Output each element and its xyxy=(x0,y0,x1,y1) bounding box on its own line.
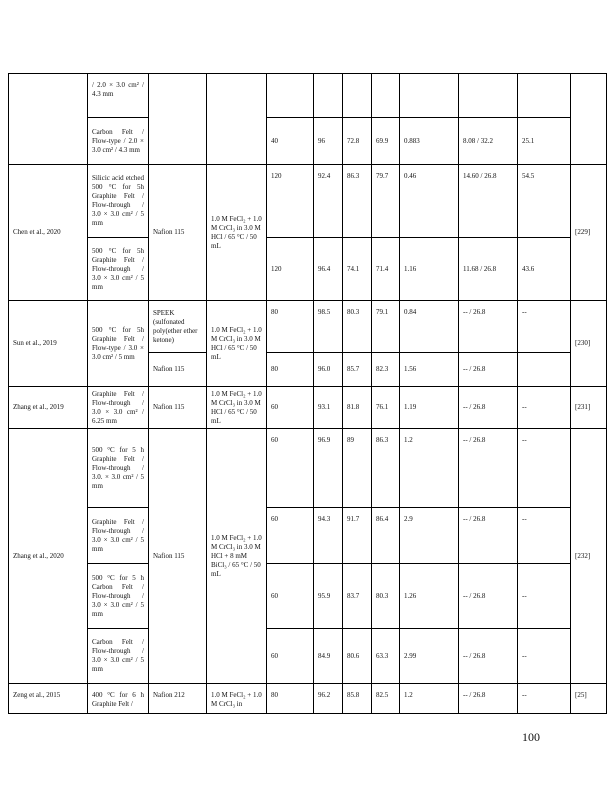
table-row xyxy=(9,629,607,684)
value-cell: 69.9 xyxy=(372,118,400,165)
electrode-cell: Graphite Felt / Flow-through / 3.0 × 3.0 cm² / 5 mm xyxy=(88,508,149,564)
table-row xyxy=(9,429,607,508)
value-cell: 96.0 xyxy=(314,353,343,387)
value-cell: -- xyxy=(518,429,571,508)
value-cell: 60 xyxy=(267,429,314,508)
electrolyte-cell: 1.0 M FeCl₂ + 1.0 M CrCl₃ in xyxy=(207,684,267,714)
membrane-cell: SPEEK (sulfonated poly(ether ether ketone) xyxy=(149,301,207,353)
value-cell: -- xyxy=(518,629,571,684)
value-cell xyxy=(343,74,372,118)
value-cell: 79.7 xyxy=(372,165,400,238)
author-cell: Chen et al., 2020 xyxy=(9,165,88,301)
table-row xyxy=(9,118,607,165)
electrode-cell: 400 °C for 6 h Graphite Felt / xyxy=(88,684,149,714)
table-row xyxy=(9,238,607,301)
electrode-cell: Graphite Felt / Flow-through / 3.0 × 3.0 cm² / 6.25 mm xyxy=(88,387,149,429)
ref-cell xyxy=(571,74,607,165)
value-cell xyxy=(314,74,343,118)
electrode-cell: Carbon Felt / Flow-type / 2.0 × 3.0 cm² / 4.3 mm xyxy=(88,118,149,165)
value-cell: 43.6 xyxy=(518,238,571,301)
value-cell: 84.9 xyxy=(314,629,343,684)
value-cell: 8.08 / 32.2 xyxy=(459,118,518,165)
electrolyte-cell: 1.0 M FeCl₂ + 1.0 M CrCl₃ in 3.0 M HCl + 8 mM BiCl₃ / 65 °C / 50 mL xyxy=(207,429,267,684)
membrane-cell xyxy=(149,74,207,165)
value-cell: 95.9 xyxy=(314,564,343,629)
value-cell xyxy=(518,74,571,118)
value-cell: 14.60 / 26.8 xyxy=(459,165,518,238)
table-row xyxy=(9,74,607,118)
value-cell: -- / 26.8 xyxy=(459,353,518,387)
table-row xyxy=(9,684,607,714)
value-cell: -- xyxy=(518,301,571,353)
electrode-cell: / 2.0 × 3.0 cm² / 4.3 mm xyxy=(88,74,149,118)
membrane-cell: Nafion 212 xyxy=(149,684,207,714)
value-cell: 11.68 / 26.8 xyxy=(459,238,518,301)
table-row xyxy=(9,301,607,353)
value-cell: -- xyxy=(518,387,571,429)
value-cell xyxy=(267,74,314,118)
value-cell: 60 xyxy=(267,387,314,429)
electrode-cell: 500 °C for 5 h Carbon Felt / Flow-through / 3.0 × 3.0 cm² / 5 mm xyxy=(88,564,149,629)
value-cell: 60 xyxy=(267,564,314,629)
value-cell: -- / 26.8 xyxy=(459,564,518,629)
value-cell: 1.26 xyxy=(400,564,459,629)
page-number: 100 xyxy=(522,730,540,744)
electrolyte-cell: 1.0 M FeCl₂ + 1.0 M CrCl₃ in 3.0 M HCl / 65 °C / 50 mL xyxy=(207,387,267,429)
value-cell: 92.4 xyxy=(314,165,343,238)
value-cell: 2.9 xyxy=(400,508,459,564)
value-cell: 1.56 xyxy=(400,353,459,387)
electrolyte-cell: 1.0 M FeCl₂ + 1.0 M CrCl₃ in 3.0 M HCl / 65 °C / 50 mL xyxy=(207,301,267,387)
value-cell: 1.16 xyxy=(400,238,459,301)
author-cell xyxy=(9,74,88,165)
value-cell: 94.3 xyxy=(314,508,343,564)
performance-table xyxy=(8,73,607,714)
table-row xyxy=(9,165,607,238)
electrode-cell: 500 °C for 5 h Graphite Felt / Flow-through / 3.0. × 3.0 cm² / 5 mm xyxy=(88,429,149,508)
value-cell: 80 xyxy=(267,301,314,353)
value-cell: -- / 26.8 xyxy=(459,429,518,508)
ref-cell: [230] xyxy=(571,301,607,387)
value-cell: 1.19 xyxy=(400,387,459,429)
membrane-cell: Nafion 115 xyxy=(149,165,207,301)
value-cell: -- / 26.8 xyxy=(459,684,518,714)
value-cell xyxy=(518,353,571,387)
value-cell: 82.3 xyxy=(372,353,400,387)
electrolyte-cell: 1.0 M FeCl₂ + 1.0 M CrCl₃ in 3.0 M HCl / 65 °C / 50 mL xyxy=(207,165,267,301)
value-cell: 96.9 xyxy=(314,429,343,508)
value-cell: 60 xyxy=(267,629,314,684)
value-cell: 0.84 xyxy=(400,301,459,353)
value-cell: 96.4 xyxy=(314,238,343,301)
value-cell: 83.7 xyxy=(343,564,372,629)
value-cell: 81.8 xyxy=(343,387,372,429)
value-cell: 93.1 xyxy=(314,387,343,429)
value-cell: 25.1 xyxy=(518,118,571,165)
value-cell: 0.46 xyxy=(400,165,459,238)
value-cell: 86.4 xyxy=(372,508,400,564)
value-cell: 86.3 xyxy=(372,429,400,508)
ref-cell: [231] xyxy=(571,387,607,429)
value-cell xyxy=(372,74,400,118)
value-cell: 1.2 xyxy=(400,429,459,508)
value-cell: 120 xyxy=(267,238,314,301)
value-cell: 89 xyxy=(343,429,372,508)
value-cell: 71.4 xyxy=(372,238,400,301)
value-cell xyxy=(400,74,459,118)
value-cell: 82.5 xyxy=(372,684,400,714)
value-cell: 40 xyxy=(267,118,314,165)
value-cell: 79.1 xyxy=(372,301,400,353)
author-cell: Zhang et al., 2020 xyxy=(9,429,88,684)
value-cell: 96.2 xyxy=(314,684,343,714)
value-cell: 80 xyxy=(267,684,314,714)
electrolyte-cell xyxy=(207,74,267,165)
value-cell: -- xyxy=(518,564,571,629)
electrode-cell: Silicic acid etched 500 °C for 5h Graphite Felt / Flow-through / 3.0 × 3.0 cm² / 5 mm xyxy=(88,165,149,238)
membrane-cell: Nafion 115 xyxy=(149,353,207,387)
value-cell: 80 xyxy=(267,353,314,387)
value-cell: 85.7 xyxy=(343,353,372,387)
value-cell xyxy=(459,74,518,118)
value-cell: 80.3 xyxy=(372,564,400,629)
author-cell: Zhang et al., 2019 xyxy=(9,387,88,429)
value-cell: 98.5 xyxy=(314,301,343,353)
value-cell: -- / 26.8 xyxy=(459,508,518,564)
author-cell: Zeng et al., 2015 xyxy=(9,684,88,714)
value-cell: 80.6 xyxy=(343,629,372,684)
value-cell: -- / 26.8 xyxy=(459,629,518,684)
value-cell: 2.99 xyxy=(400,629,459,684)
value-cell: -- xyxy=(518,508,571,564)
value-cell: 54.5 xyxy=(518,165,571,238)
value-cell: 91.7 xyxy=(343,508,372,564)
value-cell: 80.3 xyxy=(343,301,372,353)
value-cell: 60 xyxy=(267,508,314,564)
value-cell: -- / 26.8 xyxy=(459,387,518,429)
table-row xyxy=(9,564,607,629)
author-cell: Sun et al., 2019 xyxy=(9,301,88,387)
membrane-cell: Nafion 115 xyxy=(149,387,207,429)
value-cell: -- xyxy=(518,684,571,714)
value-cell: 0.883 xyxy=(400,118,459,165)
electrode-cell: Carbon Felt / Flow-through / 3.0 × 3.0 cm² / 5 mm xyxy=(88,629,149,684)
electrode-cell: 500 °C for 5h Graphite Felt / Flow-type / 3.0 × 3.0 cm² / 5 mm xyxy=(88,301,149,387)
value-cell: 1.2 xyxy=(400,684,459,714)
value-cell: 120 xyxy=(267,165,314,238)
value-cell: 85.8 xyxy=(343,684,372,714)
value-cell: 96 xyxy=(314,118,343,165)
table-row xyxy=(9,508,607,564)
table-row xyxy=(9,387,607,429)
value-cell: 86.3 xyxy=(343,165,372,238)
membrane-cell: Nafion 115 xyxy=(149,429,207,684)
ref-cell: [229] xyxy=(571,165,607,301)
value-cell: 63.3 xyxy=(372,629,400,684)
value-cell: 76.1 xyxy=(372,387,400,429)
ref-cell: [25] xyxy=(571,684,607,714)
value-cell: 74.1 xyxy=(343,238,372,301)
value-cell: -- / 26.8 xyxy=(459,301,518,353)
value-cell: 72.8 xyxy=(343,118,372,165)
electrode-cell: 500 °C for 5h Graphite Felt / Flow-through / 3.0 × 3.0 cm² / 5 mm xyxy=(88,238,149,301)
ref-cell: [232] xyxy=(571,429,607,684)
